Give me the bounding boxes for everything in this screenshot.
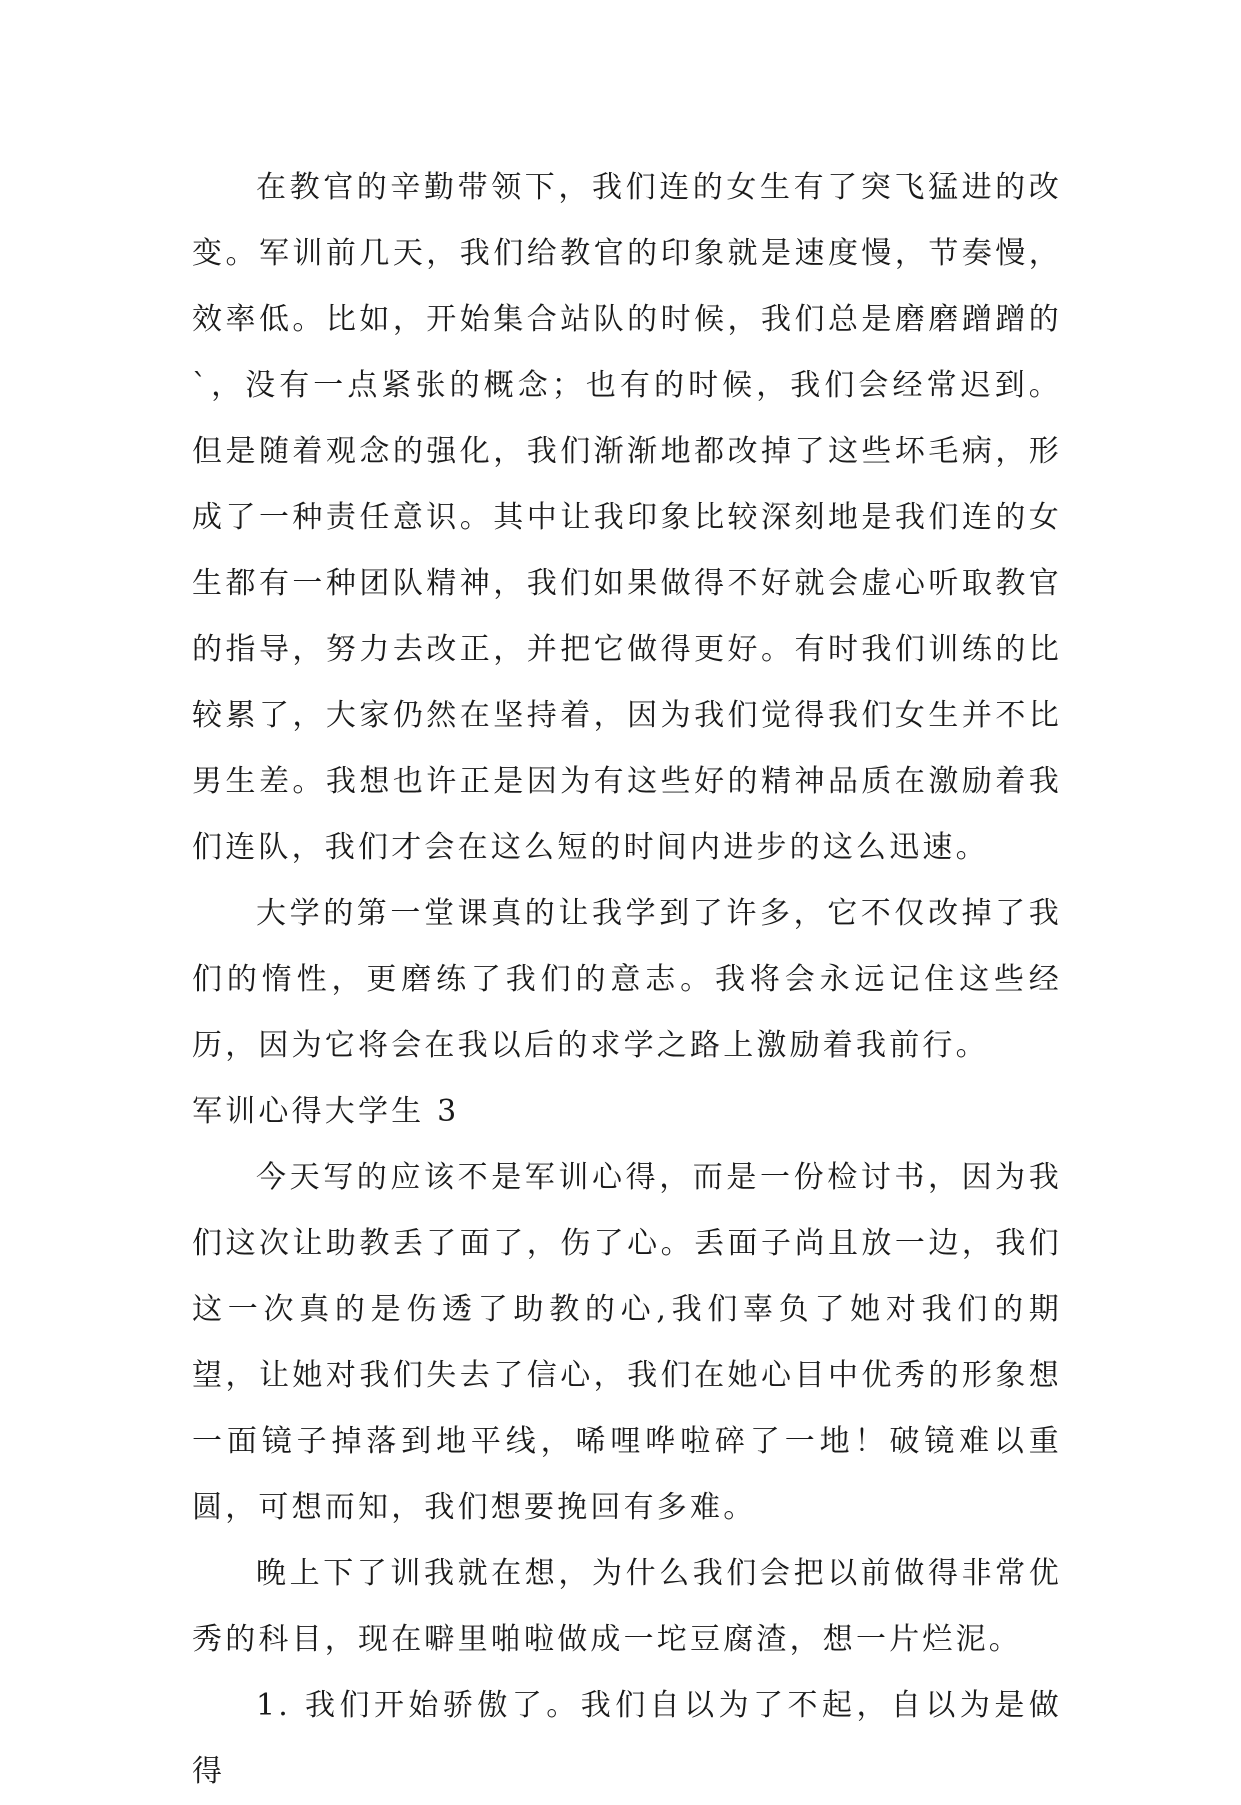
paragraph-reason-one: 1. 我们开始骄傲了。我们自以为了不起，自以为是做得 <box>192 1688 1062 1789</box>
paragraph-training-progress: 在教官的辛勤带领下，我们连的女生有了突飞猛进的改变。军训前几天，我们给教官的印象就是速度慢，节奏慢，效率低。比如，开始集合站队的时候，我们总是磨磨蹭蹭的`，没有一点紧张的概念；也有的时候，我们会经常迟到。但是随着观念的强化，我们渐渐地都改掉了这些坏毛病，形成了一种责任意识。其中让我印象比较深刻地是我们连的女生都有一种团队精神，我们如果做得不好就会虚心听取教官的指导，努力去改正，并把它做得更好。有时我们训练的比较累了，大家仍然在坚持着，因为我们觉得我们女生并不比男生差。我想也许正是因为有这些好的精神品质在激励着我们连队，我们才会在这么短的时间内进步的这么迅速。 <box>192 170 1062 865</box>
paragraph-reflection: 晚上下了训我就在想，为什么我们会把以前做得非常优秀的科目，现在噼里啪啦做成一坨豆腐渣，想一片烂泥。 <box>192 1556 1062 1657</box>
section-heading: 军训心得大学生 3 <box>192 1094 460 1129</box>
paragraph-first-lesson: 大学的第一堂课真的让我学到了许多，它不仅改掉了我们的惰性，更磨练了我们的意志。我将会永远记住这些经历，因为它将会在我以后的求学之路上激励着我前行。 <box>192 896 1062 1063</box>
paragraph-self-criticism: 今天写的应该不是军训心得，而是一份检讨书，因为我们这次让助教丢了面了，伤了心。丢面子尚且放一边，我们这一次真的是伤透了助教的心,我们辜负了她对我们的期望，让她对我们失去了信心，我们在她心目中优秀的形象想一面镜子掉落到地平线，唏哩哗啦碎了一地！破镜难以重圆，可想而知，我们想要挽回有多难。 <box>192 1160 1062 1525</box>
document-body <box>192 155 1062 1805</box>
